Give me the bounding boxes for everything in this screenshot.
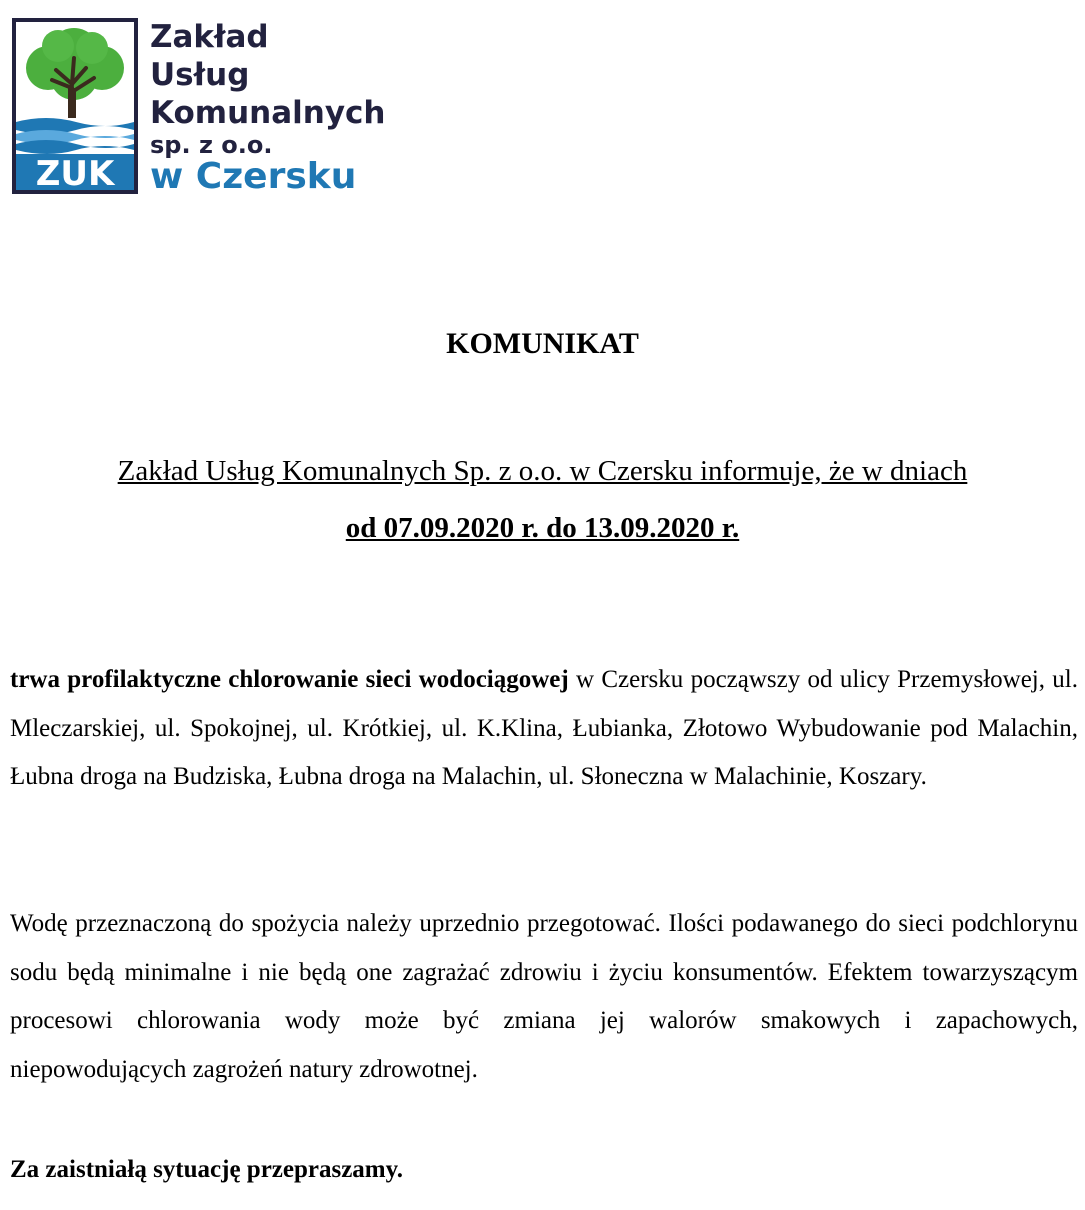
logo-line-1: Zakład <box>150 19 269 55</box>
closing-apology: Za zaistniałą sytuację przepraszamy. <box>10 1156 404 1183</box>
date-range: od 07.09.2020 r. do 13.09.2020 r. <box>345 512 740 544</box>
logo-line-4: sp. z o.o. <box>150 131 273 159</box>
paragraph-lead-bold: trwa profilaktyczne chlorowanie sieci wodociągowej <box>10 666 569 693</box>
paragraph-streets-text: w Czersku począwszy od ulicy Przemysłowej, ul. Mleczarskiej, ul. Spokojnej, ul. Krótkiej, ul. K.Klina, Łubianka, Złotowo Wybudowanie pod Malachin, Łubna droga na Budziska, Łubna droga na Malachin, ul. Słoneczna w Malachinie, Koszary. <box>10 666 1078 790</box>
document-title: KOMUNIKAT <box>446 327 639 360</box>
zuk-mark-text: ZUK <box>35 154 115 194</box>
paragraph-boil-water-notice: Wodę przeznaczoną do spożycia należy uprzednio przegotować. Ilości podawanego do sieci podchlorynu sodu będą minimalne i nie będą one zagrażać zdrowiu i życiu konsumentów. Efektem towarzyszącym procesowi chlorowania wody może być zmiana jej walorów smakowych i zapachowych, niepowodujących zagrożeń natury zdrowotnej. <box>10 910 1078 1083</box>
tree-water-logo-icon <box>12 18 138 194</box>
logo-line-5: w Czersku <box>150 156 357 197</box>
intro-line: Zakład Usług Komunalnych Sp. z o.o. w Czersku informuje, że w dniach <box>117 455 968 487</box>
logo-line-3: Komunalnych <box>150 95 386 131</box>
paragraph-chlorination-area <box>10 656 1078 802</box>
logo-line-2: Usług <box>150 57 250 93</box>
company-logo <box>12 18 402 198</box>
